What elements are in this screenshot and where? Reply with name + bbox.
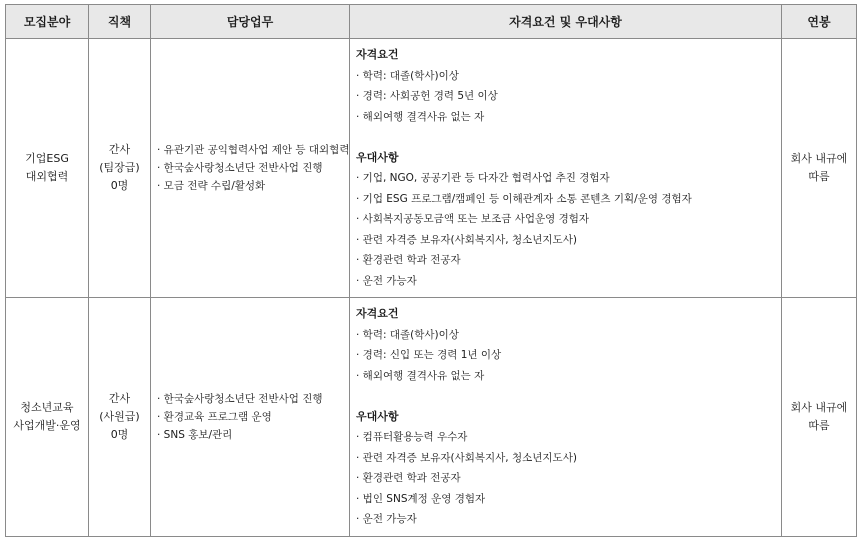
table-row: [6, 298, 857, 537]
preference-item: · 사회복지공동모금액 또는 보조금 사업운영 경험자: [356, 213, 590, 225]
qualification-item: · 학력: 대졸(학사)이상: [356, 69, 459, 82]
qualifications-title: 자격요건: [356, 307, 399, 320]
requirements-cell: [350, 298, 782, 537]
preferences-title: 우대사항: [356, 150, 399, 164]
qualifications-title: 자격요건: [356, 48, 399, 61]
field-line: 기업ESG: [25, 152, 69, 165]
duty-item: · 한국숲사랑청소년단 전반사업 진행: [157, 162, 323, 174]
preferences-title: 우대사항: [356, 409, 399, 423]
requirements-cell: [350, 39, 782, 298]
duty-item: · 한국숲사랑청소년단 전반사업 진행: [157, 392, 323, 405]
position-line: (팀장급): [99, 161, 140, 174]
preference-item: · 기업, NGO, 공공기관 등 다자간 협력사업 추진 경험자: [356, 172, 610, 184]
preference-item: · 기업 ESG 프로그램/캠페인 등 이해관계자 소통 콘텐츠 기획/운영 경험자: [356, 192, 692, 205]
section-gap: [356, 127, 777, 148]
salary-cell: [782, 298, 857, 537]
header-duties: 담당업무: [151, 5, 350, 39]
position-line: 간사: [108, 391, 131, 405]
qualification-item: · 경력: 신입 또는 경력 1년 이상: [356, 349, 502, 361]
preference-item: · 법인 SNS계정 운영 경험자: [356, 492, 486, 505]
section-gap: [356, 386, 777, 407]
duty-item: · SNS 홍보/관리: [157, 428, 233, 441]
duties-cell: [151, 298, 350, 537]
preference-item: · 환경관련 학과 전공자: [356, 472, 461, 484]
position-cell: [89, 39, 151, 298]
salary-line: 따름: [808, 418, 830, 432]
qualification-item: · 학력: 대졸(학사)이상: [356, 328, 459, 341]
qualification-item: · 경력: 사회공헌 경력 5년 이상: [356, 90, 498, 102]
field-line: 청소년교육: [20, 400, 74, 414]
position-cell: [89, 298, 151, 537]
preference-item: · 환경관련 학과 전공자: [356, 254, 461, 266]
header-position: 직책: [89, 5, 151, 39]
preference-item: · 운전 가능자: [356, 274, 417, 287]
preference-item: · 운전 가능자: [356, 513, 417, 525]
duty-item: · 모금 전략 수립/활성화: [157, 180, 266, 192]
duty-item: · 환경교육 프로그램 운영: [157, 410, 272, 423]
header-field: 모집분야: [6, 5, 89, 39]
position-line: 0명: [110, 179, 129, 192]
table-header-row: [6, 5, 857, 39]
field-line: 사업개발·운영: [13, 418, 81, 432]
qualification-item: · 해외여행 결격사유 없는 자: [356, 110, 485, 123]
preference-item: · 관련 자격증 보유자(사회복지사, 청소년지도사): [356, 233, 577, 246]
salary-line: 회사 내규에: [790, 400, 848, 414]
salary-line: 회사 내규에: [790, 152, 848, 165]
salary-line: 따름: [808, 170, 830, 183]
field-line: 대외협력: [25, 170, 69, 183]
preference-item: · 컴퓨터활용능력 우수자: [356, 431, 468, 443]
position-line: (사원급): [99, 409, 140, 423]
position-line: 간사: [108, 143, 131, 156]
duty-item: · 유관기관 공익협력사업 제안 등 대외협력: [157, 144, 350, 156]
recruitment-table: [5, 4, 857, 537]
header-requirements: 자격요건 및 우대사항: [350, 5, 782, 39]
salary-cell: [782, 39, 857, 298]
qualification-item: · 해외여행 결격사유 없는 자: [356, 369, 485, 382]
field-cell: [6, 298, 89, 537]
table-row: [6, 39, 857, 298]
duties-cell: [151, 39, 350, 298]
position-line: 0명: [110, 427, 129, 441]
field-cell: [6, 39, 89, 298]
header-salary: 연봉: [782, 5, 857, 39]
preference-item: · 관련 자격증 보유자(사회복지사, 청소년지도사): [356, 451, 577, 464]
